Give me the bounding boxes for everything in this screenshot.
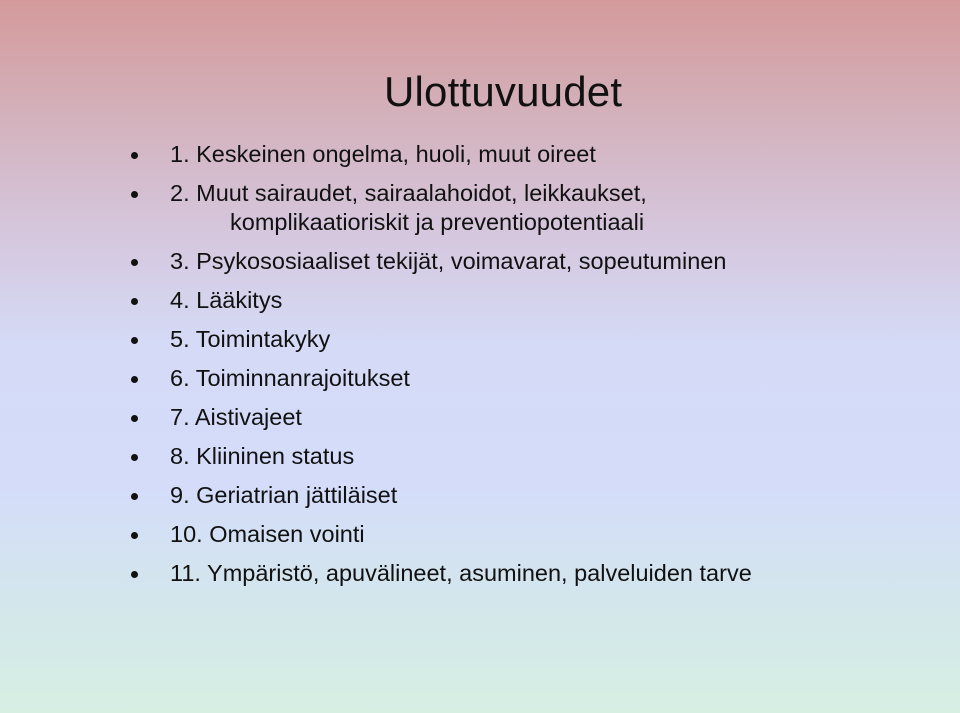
bullet-text: 11. Ympäristö, apuvälineet, asuminen, palveluiden tarve	[170, 560, 752, 586]
bullet-text: 7. Aistivajeet	[170, 404, 302, 430]
bullet-dot-icon	[131, 454, 138, 461]
bullet-item-7	[124, 403, 924, 432]
bullet-text: 6. Toiminnanrajoitukset	[170, 365, 410, 391]
bullet-text: 3. Psykososiaaliset tekijät, voimavarat, sopeutuminen	[170, 248, 727, 274]
bullet-item-6	[124, 364, 924, 393]
bullet-item-2	[124, 179, 924, 237]
bullet-dot-icon	[131, 415, 138, 422]
bullet-dot-icon	[131, 152, 138, 159]
bullet-text: 10. Omaisen vointi	[170, 521, 365, 547]
bullet-text: 2. Muut sairaudet, sairaalahoidot, leikkaukset,	[170, 180, 647, 206]
bullet-dot-icon	[131, 571, 138, 578]
bullet-item-4	[124, 286, 924, 315]
bullet-dot-icon	[131, 493, 138, 500]
bullet-item-11	[124, 559, 924, 588]
bullet-text: 8. Kliininen status	[170, 443, 355, 469]
bullet-text: 1. Keskeinen ongelma, huoli, muut oireet	[170, 141, 596, 167]
slide-title: Ulottuvuudet	[384, 68, 623, 115]
bullet-text: 4. Lääkitys	[170, 287, 283, 313]
bullet-text-continuation: komplikaatioriskit ja preventiopotentiaali	[230, 209, 645, 235]
bullet-item-3	[124, 247, 924, 276]
bullet-item-10	[124, 520, 924, 549]
bullet-item-1	[124, 140, 924, 169]
bullet-item-8	[124, 442, 924, 471]
bullet-text: 5. Toimintakyky	[170, 326, 331, 352]
bullet-dot-icon	[131, 298, 138, 305]
bullet-dot-icon	[131, 259, 138, 266]
bullet-item-9	[124, 481, 924, 510]
bullet-dot-icon	[131, 532, 138, 539]
bullet-dot-icon	[131, 376, 138, 383]
bullet-item-5	[124, 325, 924, 354]
bullet-dot-icon	[131, 337, 138, 344]
bullet-text: 9. Geriatrian jättiläiset	[170, 482, 398, 508]
bullet-dot-icon	[131, 191, 138, 198]
bullet-list	[124, 140, 924, 598]
